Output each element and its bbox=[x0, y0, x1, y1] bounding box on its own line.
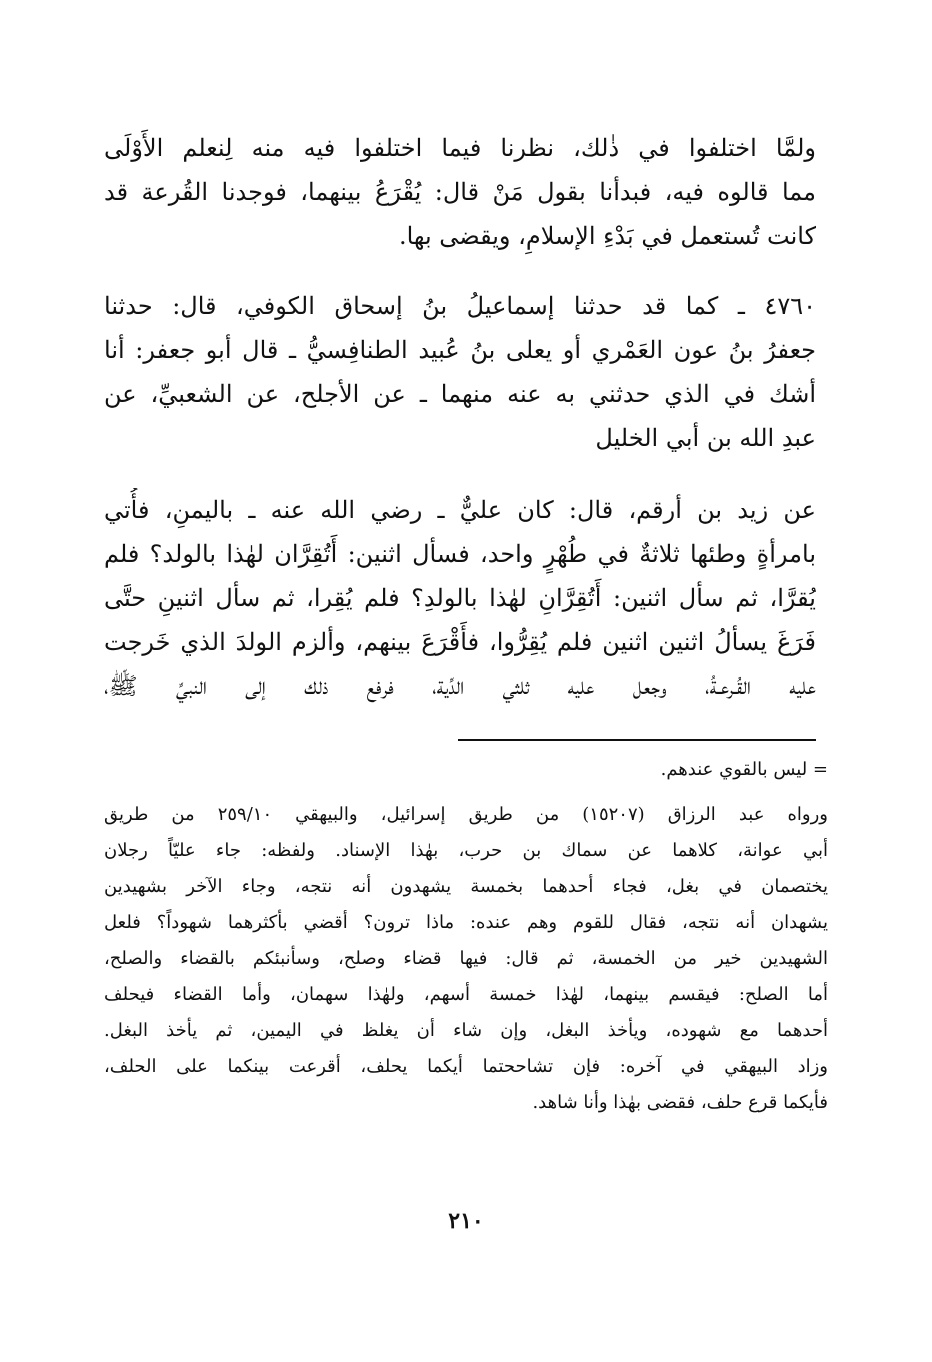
paragraph-commentary bbox=[104, 126, 816, 258]
footnote-line: يشهدان أنه نتجه، فقال للقوم وهم عنده: ماذا ترون؟ أقضي بأكثرهما شهوداً؟ فلعل bbox=[104, 912, 828, 933]
footnote-separator bbox=[458, 739, 816, 741]
text-line: فَرَغَ يسألُ اثنين اثنين فلم يُقِرُّوا، فأَقْرَعَ بينهم، وألزم الولدَ الذي خَرجت bbox=[104, 628, 816, 656]
footnote-line: وزاد البيهقي في آخره: فإن تشاححتما أيكما يحلف، أقرعت بينكما على الحلف، bbox=[104, 1056, 828, 1077]
text-line: ولمَّا اختلفوا في ذٰلك، نظرنا فيما اختلفوا فيه منه لِنعلم الأَوْلَى bbox=[104, 134, 816, 162]
text-line: كانت تُستعمل في بَدْءِ الإسلامِ، ويقضى بها. bbox=[398, 222, 816, 250]
text-line: عبدِ الله بن أبي الخليل bbox=[595, 424, 816, 452]
text-line: عليه القُـرعـةُ، وجعل عليه ثلثي الدِّية، فرفع ذلك إلى النبيِّ ﷺ، bbox=[104, 672, 816, 700]
footnote-continuation bbox=[104, 752, 828, 788]
footnote-line: يختصمان في بغل، فجاء أحدهما بخمسة يشهدون أنه نتجه، وجاء الآخر بشهيدين bbox=[104, 876, 828, 897]
footnote-line: أما الصلح: فيقسم بينهما، لهٰذا خمسة أسهم، ولهٰذا سهمان، وأما القضاء فيحلف bbox=[104, 984, 828, 1005]
text-line: مما قالوه فيه، فبدأنا بقول مَنْ قال: يُقْرَعُ بينهما، فوجدنا القُرعة قد bbox=[104, 178, 816, 206]
footnote-body bbox=[104, 797, 828, 1121]
text-line: عن زيد بن أرقم، قال: كان عليٌّ ـ رضي الله عنه ـ باليمنِ، فأُتي bbox=[104, 496, 816, 524]
paragraph-hadith-chain bbox=[104, 284, 816, 460]
footnote-line: أحدهما مع شهوده، ويأخذ البغل، وإن شاء أن يغلظ في اليمين، ثم يأخذ البغل. bbox=[104, 1020, 828, 1041]
paragraph-hadith-text bbox=[104, 488, 816, 708]
text-line: جعفرُ بنُ عون العَمْري أو يعلى بنُ عُبيد الطنافِسيُّ ـ قال أبو جعفر: أنا bbox=[104, 336, 816, 364]
page-number: ٢١٠ bbox=[448, 1208, 484, 1234]
footnote-line: أبي عوانة، كلاهما عن سماك بن حرب، بهٰذا الإسناد. ولفظه: جاء عليّاً رجلان bbox=[104, 840, 828, 861]
text-line: ٤٧٦٠ ـ كما قد حدثنا إسماعيلُ بنُ إسحاق الكوفي، قال: حدثنا bbox=[104, 292, 816, 320]
text-line: يُقرَّا، ثم سأل اثنين: أَتُقِرَّانِ لهٰذا بالولدِ؟ فلم يُقِرا، ثم سأل اثنينِ حتَّى bbox=[104, 584, 816, 612]
footnote-line: الشهيدين خير من الخمسة، ثم قال: فيها قضاء وصلح، وسأنبئكم بالقضاء والصلح، bbox=[104, 948, 828, 969]
footnote-line: فأيكما قرع حلف، فقضى بهٰذا وأنا شاهد. bbox=[532, 1092, 828, 1113]
footnote-line: = ليس بالقوي عندهم. bbox=[660, 759, 828, 780]
text-line: أشك في الذي حدثني به عنه منهما ـ عن الأجلح، عن الشعبيِّ، عن bbox=[104, 380, 816, 408]
text-line: بامرأةٍ وطئها ثلاثةٌ في طُهْرٍ واحد، فسأل اثنين: أَتُقِرَّان لهٰذا بالولد؟ فلم bbox=[104, 540, 816, 568]
footnote-line: ورواه عبد الرزاق (١٥٢٠٧) من طريق إسرائيل، والبيهقي ٢٥٩/١٠ من طريق bbox=[104, 804, 828, 825]
